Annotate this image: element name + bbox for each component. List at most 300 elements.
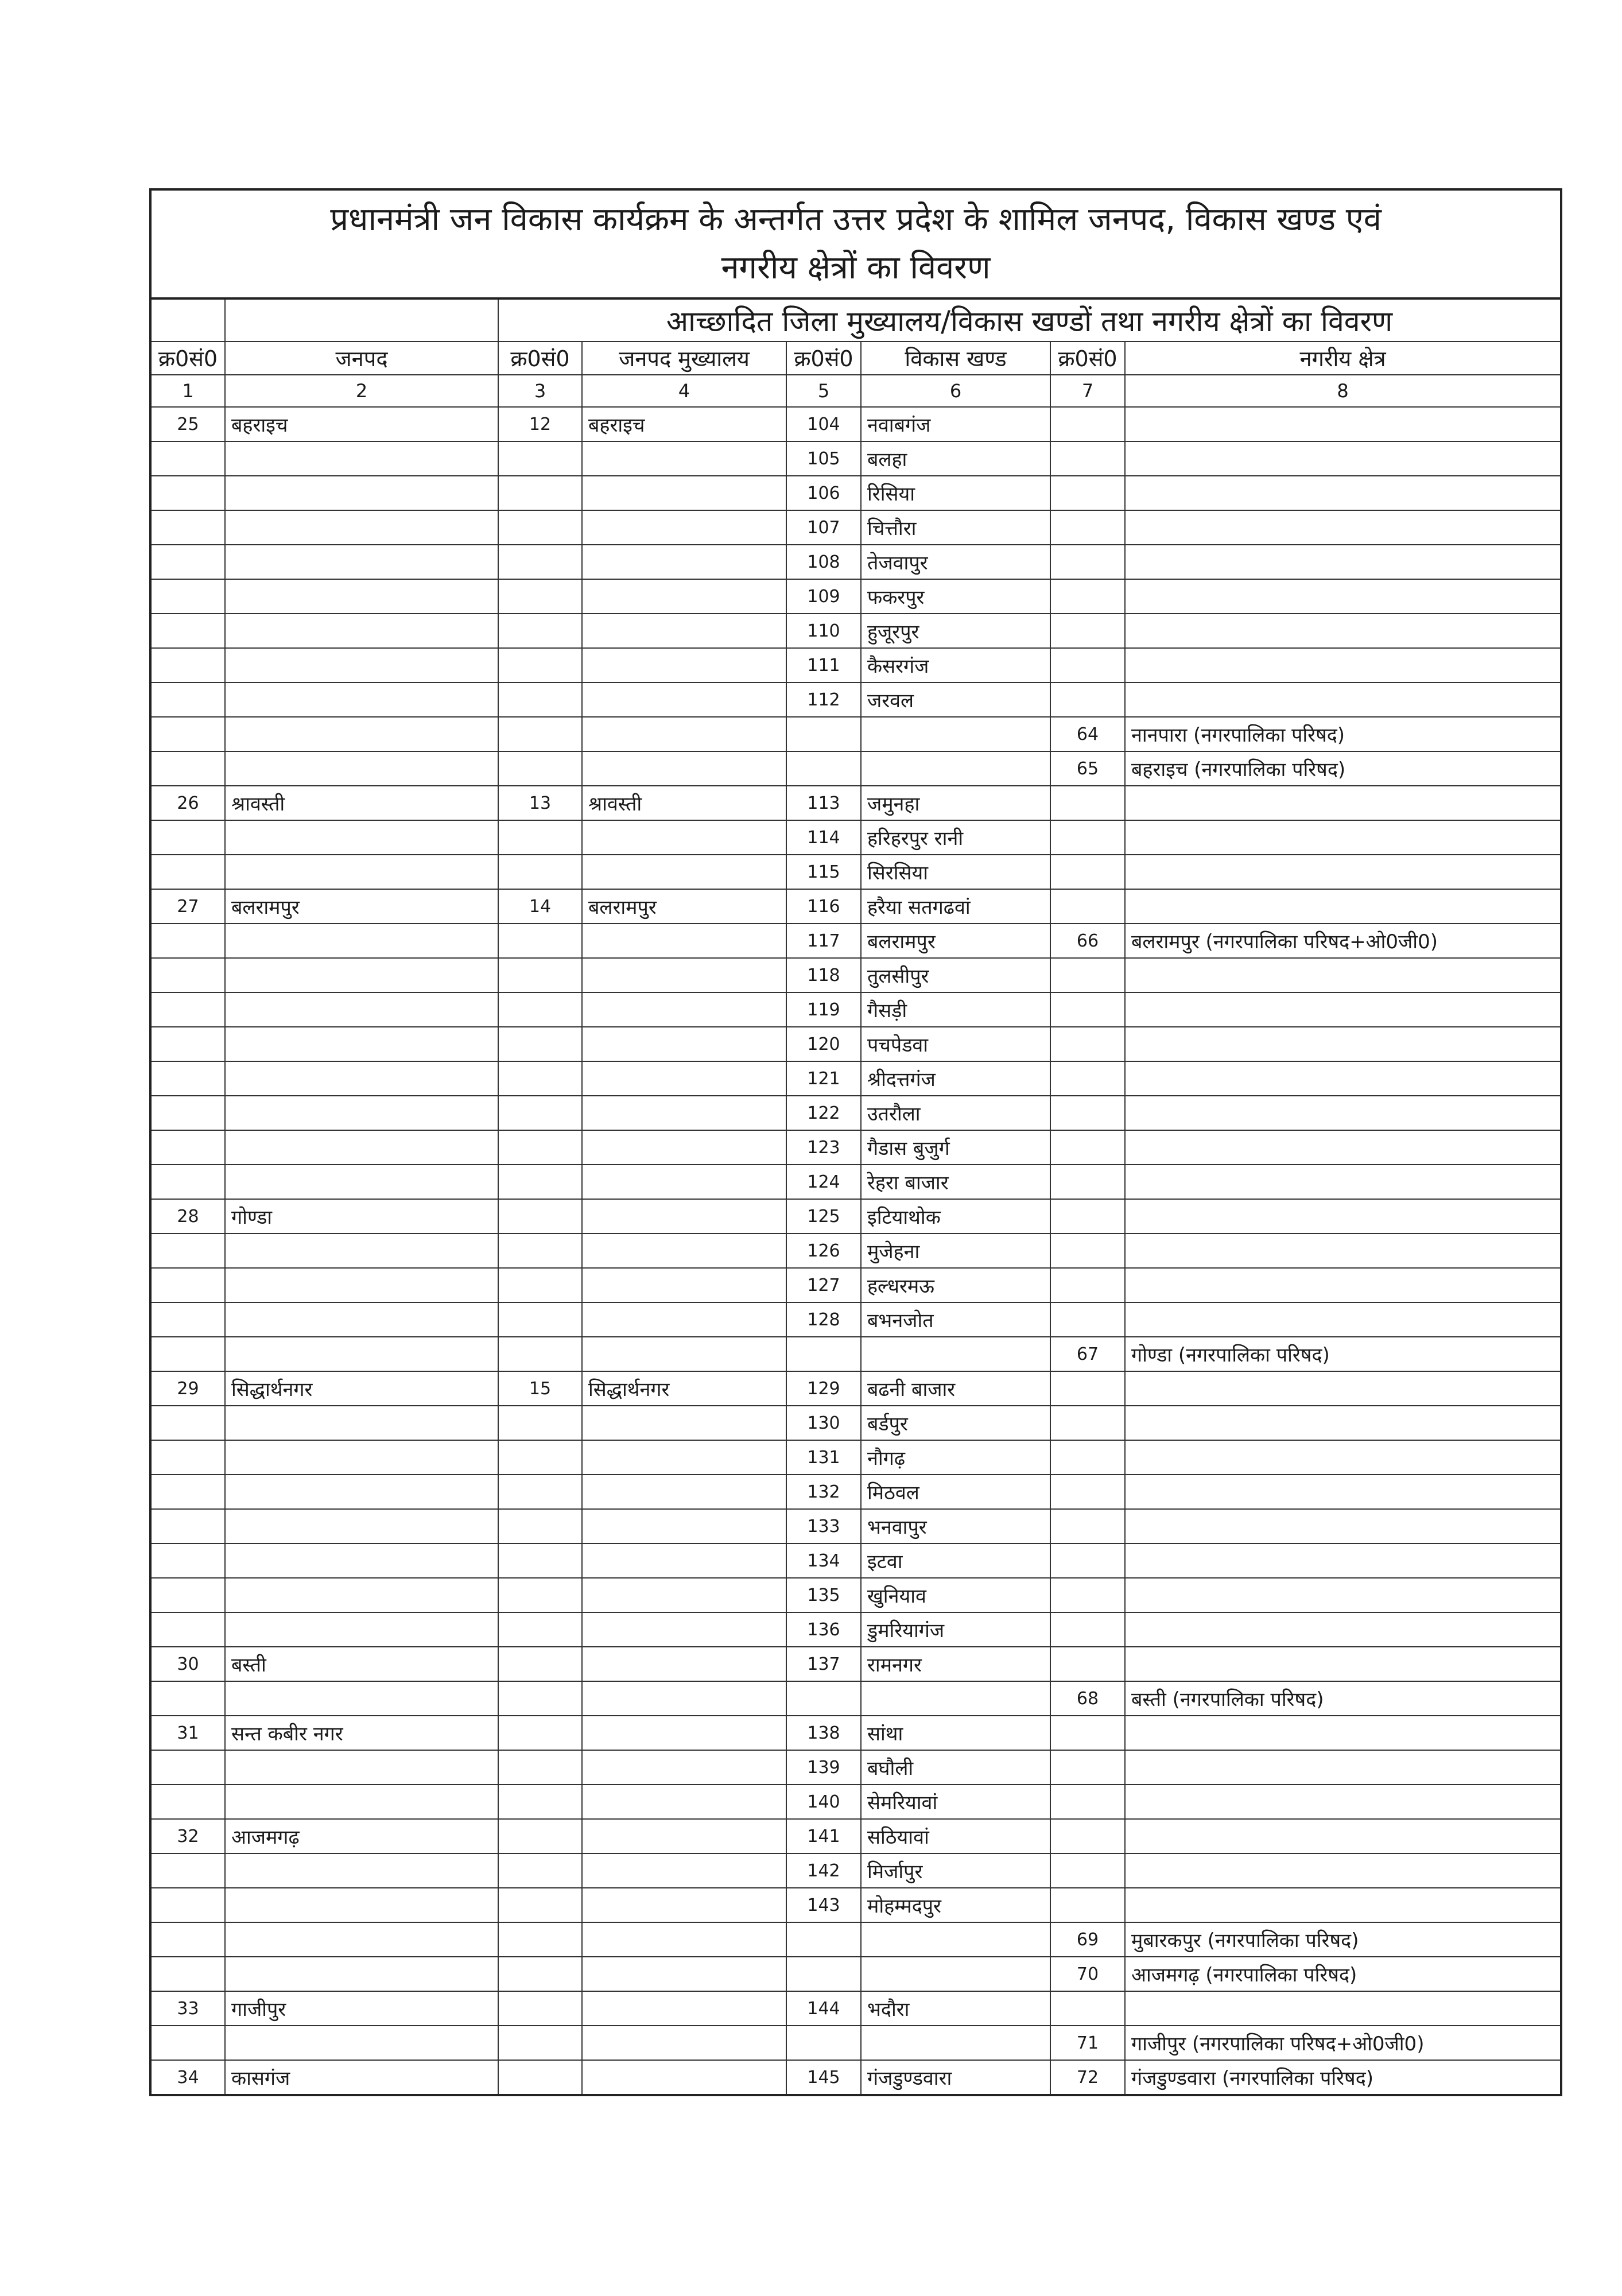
cell-district xyxy=(225,1406,498,1440)
cell-district: श्रावस्ती xyxy=(225,786,498,820)
cell-district-hq xyxy=(582,1440,786,1475)
document-title xyxy=(150,189,1561,298)
cell-urban-area xyxy=(1125,855,1561,889)
cell-serial-urban xyxy=(1050,1234,1125,1268)
cell-development-block: सेमरियावां xyxy=(861,1785,1050,1819)
cell-serial-block: 133 xyxy=(786,1509,861,1543)
cell-serial-district xyxy=(150,1234,225,1268)
table-row xyxy=(150,889,1561,924)
cell-district: कासगंज xyxy=(225,2060,498,2095)
cell-serial-block: 122 xyxy=(786,1096,861,1130)
cell-serial-hq xyxy=(498,1647,582,1681)
cell-serial-district xyxy=(150,682,225,717)
cell-urban-area xyxy=(1125,1578,1561,1612)
cell-serial-block: 139 xyxy=(786,1750,861,1785)
cell-urban-area xyxy=(1125,1027,1561,1061)
cell-serial-block: 129 xyxy=(786,1371,861,1406)
cell-serial-urban: 64 xyxy=(1050,717,1125,751)
cell-district: बलरामपुर xyxy=(225,889,498,924)
cell-serial-urban xyxy=(1050,1647,1125,1681)
cell-district-hq: सिद्धार्थनगर xyxy=(582,1371,786,1406)
cell-serial-urban xyxy=(1050,1096,1125,1130)
cell-development-block xyxy=(861,1957,1050,1991)
cell-serial-block: 142 xyxy=(786,1853,861,1888)
cell-serial-hq: 12 xyxy=(498,407,582,441)
col-header-urban-area: नगरीय क्षेत्र xyxy=(1125,342,1561,375)
cell-development-block: कैसरगंज xyxy=(861,648,1050,682)
cell-serial-district: 30 xyxy=(150,1647,225,1681)
cell-district xyxy=(225,614,498,648)
cell-district xyxy=(225,820,498,855)
cell-district xyxy=(225,1785,498,1819)
cell-district xyxy=(225,855,498,889)
cell-serial-urban xyxy=(1050,1543,1125,1578)
cell-serial-urban xyxy=(1050,1785,1125,1819)
table-row xyxy=(150,751,1561,786)
cell-serial-urban xyxy=(1050,786,1125,820)
cell-serial-district: 32 xyxy=(150,1819,225,1853)
cell-urban-area: गाजीपुर (नगरपालिका परिषद+ओ0जी0) xyxy=(1125,2026,1561,2060)
cell-urban-area: मुबारकपुर (नगरपालिका परिषद) xyxy=(1125,1922,1561,1957)
cell-urban-area xyxy=(1125,786,1561,820)
col-header-serial-urban: क्र0सं0 xyxy=(1050,342,1125,375)
cell-district: गाजीपुर xyxy=(225,1991,498,2026)
cell-urban-area xyxy=(1125,1234,1561,1268)
cell-serial-urban: 72 xyxy=(1050,2060,1125,2095)
table-row xyxy=(150,1922,1561,1957)
cell-district-hq xyxy=(582,1888,786,1922)
cell-serial-district xyxy=(150,2026,225,2060)
cell-district-hq xyxy=(582,682,786,717)
cell-serial-block: 117 xyxy=(786,924,861,958)
cell-district-hq xyxy=(582,441,786,476)
table-row xyxy=(150,1716,1561,1750)
col-number-4: 4 xyxy=(582,375,786,407)
cell-development-block: हरैया सतगढवां xyxy=(861,889,1050,924)
cell-district xyxy=(225,1750,498,1785)
table-row xyxy=(150,1819,1561,1853)
col-number-2: 2 xyxy=(225,375,498,407)
cell-urban-area xyxy=(1125,1302,1561,1337)
cell-serial-district: 33 xyxy=(150,1991,225,2026)
col-header-serial-district: क्र0सं0 xyxy=(150,342,225,375)
cell-district xyxy=(225,1440,498,1475)
cell-development-block: चित्तौरा xyxy=(861,510,1050,545)
cell-development-block: रिसिया xyxy=(861,476,1050,510)
cell-serial-urban xyxy=(1050,1888,1125,1922)
table-row xyxy=(150,682,1561,717)
cell-district-hq: बहराइच xyxy=(582,407,786,441)
cell-district-hq xyxy=(582,1165,786,1199)
cell-district-hq xyxy=(582,1234,786,1268)
cell-serial-hq xyxy=(498,1199,582,1234)
cell-district xyxy=(225,1337,498,1371)
cell-district-hq xyxy=(582,1578,786,1612)
cell-development-block: रेहरा बाजार xyxy=(861,1165,1050,1199)
col-number-7: 7 xyxy=(1050,375,1125,407)
table-row xyxy=(150,614,1561,648)
table-row xyxy=(150,1027,1561,1061)
cell-urban-area xyxy=(1125,648,1561,682)
cell-serial-district xyxy=(150,1268,225,1302)
cell-serial-district xyxy=(150,1406,225,1440)
cell-serial-urban xyxy=(1050,510,1125,545)
cell-development-block: मिठवल xyxy=(861,1475,1050,1509)
cell-development-block: पचपेडवा xyxy=(861,1027,1050,1061)
cell-serial-district xyxy=(150,717,225,751)
cell-serial-urban xyxy=(1050,1819,1125,1853)
cell-serial-hq xyxy=(498,1337,582,1371)
cell-serial-urban xyxy=(1050,441,1125,476)
cell-serial-district xyxy=(150,614,225,648)
cell-serial-hq xyxy=(498,1509,582,1543)
cell-serial-district xyxy=(150,855,225,889)
cell-serial-district xyxy=(150,441,225,476)
cell-serial-district: 27 xyxy=(150,889,225,924)
table-row xyxy=(150,545,1561,579)
cell-urban-area xyxy=(1125,614,1561,648)
col-header-serial-hq: क्र0सं0 xyxy=(498,342,582,375)
cell-district-hq xyxy=(582,614,786,648)
cell-development-block: फकरपुर xyxy=(861,579,1050,614)
table-row xyxy=(150,1543,1561,1578)
cell-serial-urban xyxy=(1050,682,1125,717)
table-row xyxy=(150,441,1561,476)
cell-serial-urban xyxy=(1050,545,1125,579)
cell-district xyxy=(225,1061,498,1096)
cell-serial-district xyxy=(150,476,225,510)
cell-development-block: गंजडुण्डवारा xyxy=(861,2060,1050,2095)
cell-serial-district xyxy=(150,1612,225,1647)
cell-serial-hq xyxy=(498,1957,582,1991)
cell-development-block xyxy=(861,717,1050,751)
cell-urban-area xyxy=(1125,545,1561,579)
cell-serial-block: 130 xyxy=(786,1406,861,1440)
cell-development-block: जरवल xyxy=(861,682,1050,717)
cell-serial-urban xyxy=(1050,889,1125,924)
cell-serial-district xyxy=(150,1578,225,1612)
cell-serial-urban xyxy=(1050,855,1125,889)
cell-development-block: बलरामपुर xyxy=(861,924,1050,958)
cell-urban-area xyxy=(1125,1406,1561,1440)
cell-district xyxy=(225,1234,498,1268)
cell-serial-hq xyxy=(498,1268,582,1302)
table-row xyxy=(150,1578,1561,1612)
table-row xyxy=(150,1853,1561,1888)
cell-district-hq xyxy=(582,2026,786,2060)
cell-serial-block: 118 xyxy=(786,958,861,992)
cell-serial-district xyxy=(150,1509,225,1543)
cell-serial-block: 140 xyxy=(786,1785,861,1819)
cell-urban-area: नानपारा (नगरपालिका परिषद) xyxy=(1125,717,1561,751)
cell-serial-district xyxy=(150,1681,225,1716)
cell-serial-block: 106 xyxy=(786,476,861,510)
cell-serial-urban xyxy=(1050,958,1125,992)
cell-urban-area xyxy=(1125,1991,1561,2026)
cell-serial-district xyxy=(150,1750,225,1785)
cell-district xyxy=(225,924,498,958)
cell-serial-hq xyxy=(498,2026,582,2060)
cell-serial-hq xyxy=(498,1888,582,1922)
cell-serial-block: 134 xyxy=(786,1543,861,1578)
cell-serial-block: 128 xyxy=(786,1302,861,1337)
cell-serial-block: 112 xyxy=(786,682,861,717)
table-row xyxy=(150,958,1561,992)
table-row xyxy=(150,510,1561,545)
document-title-line-2: नगरीय क्षेत्रों का विवरण xyxy=(721,249,991,286)
cell-serial-district xyxy=(150,820,225,855)
table-row xyxy=(150,1681,1561,1716)
cell-district-hq xyxy=(582,924,786,958)
cell-serial-hq: 14 xyxy=(498,889,582,924)
cell-serial-urban xyxy=(1050,579,1125,614)
table-row xyxy=(150,1234,1561,1268)
cell-serial-district xyxy=(150,1130,225,1165)
cell-development-block: हल्धरमऊ xyxy=(861,1268,1050,1302)
cell-district-hq xyxy=(582,510,786,545)
cell-serial-urban: 67 xyxy=(1050,1337,1125,1371)
cell-serial-urban: 66 xyxy=(1050,924,1125,958)
cell-district xyxy=(225,1681,498,1716)
cell-serial-hq xyxy=(498,579,582,614)
cell-urban-area xyxy=(1125,1888,1561,1922)
cell-serial-district xyxy=(150,1337,225,1371)
cell-serial-hq xyxy=(498,924,582,958)
cell-development-block: नवाबगंज xyxy=(861,407,1050,441)
cell-district: सन्त कबीर नगर xyxy=(225,1716,498,1750)
cell-serial-urban xyxy=(1050,1027,1125,1061)
cell-serial-district xyxy=(150,1061,225,1096)
cell-development-block: बलहा xyxy=(861,441,1050,476)
cell-development-block: गैसड़ी xyxy=(861,992,1050,1027)
cell-serial-district xyxy=(150,1922,225,1957)
cell-urban-area: बस्ती (नगरपालिका परिषद) xyxy=(1125,1681,1561,1716)
cell-serial-urban: 71 xyxy=(1050,2026,1125,2060)
table-row xyxy=(150,855,1561,889)
cell-urban-area xyxy=(1125,958,1561,992)
table-row xyxy=(150,1509,1561,1543)
cell-district xyxy=(225,1543,498,1578)
cell-serial-block xyxy=(786,2026,861,2060)
cell-district-hq xyxy=(582,1061,786,1096)
cell-serial-urban xyxy=(1050,1440,1125,1475)
cell-serial-district xyxy=(150,958,225,992)
district-details-table xyxy=(149,188,1562,2096)
cell-development-block: मोहम्मदपुर xyxy=(861,1888,1050,1922)
cell-district-hq xyxy=(582,1681,786,1716)
cell-district xyxy=(225,992,498,1027)
cell-serial-hq xyxy=(498,1819,582,1853)
cell-urban-area xyxy=(1125,820,1561,855)
cell-serial-hq xyxy=(498,1165,582,1199)
cell-urban-area xyxy=(1125,1785,1561,1819)
cell-serial-urban: 68 xyxy=(1050,1681,1125,1716)
cell-serial-block: 114 xyxy=(786,820,861,855)
table-row xyxy=(150,924,1561,958)
cell-district-hq xyxy=(582,1027,786,1061)
cell-serial-district xyxy=(150,1165,225,1199)
table-row xyxy=(150,1991,1561,2026)
cell-urban-area xyxy=(1125,407,1561,441)
col-number-6: 6 xyxy=(861,375,1050,407)
cell-serial-hq xyxy=(498,855,582,889)
cell-serial-block: 123 xyxy=(786,1130,861,1165)
cell-district-hq xyxy=(582,1647,786,1681)
cell-district xyxy=(225,1475,498,1509)
table-row xyxy=(150,579,1561,614)
cell-district-hq: श्रावस्ती xyxy=(582,786,786,820)
cell-district xyxy=(225,579,498,614)
cell-district xyxy=(225,1165,498,1199)
table-row xyxy=(150,1957,1561,1991)
cell-serial-hq xyxy=(498,820,582,855)
cell-development-block: तेजवापुर xyxy=(861,545,1050,579)
col-header-serial-block: क्र0सं0 xyxy=(786,342,861,375)
cell-serial-urban xyxy=(1050,1716,1125,1750)
cell-district-hq xyxy=(582,1785,786,1819)
cell-urban-area: गोण्डा (नगरपालिका परिषद) xyxy=(1125,1337,1561,1371)
cell-serial-hq xyxy=(498,1440,582,1475)
cell-development-block: उतरौला xyxy=(861,1096,1050,1130)
cell-urban-area xyxy=(1125,1750,1561,1785)
cell-serial-hq xyxy=(498,1543,582,1578)
table-row xyxy=(150,1785,1561,1819)
cell-serial-hq xyxy=(498,1785,582,1819)
cell-serial-district xyxy=(150,1785,225,1819)
cell-serial-district xyxy=(150,1957,225,1991)
cell-development-block: मिर्जापुर xyxy=(861,1853,1050,1888)
cell-serial-urban xyxy=(1050,1130,1125,1165)
cell-serial-hq xyxy=(498,1130,582,1165)
cell-serial-hq xyxy=(498,717,582,751)
cell-district-hq xyxy=(582,1509,786,1543)
table-row xyxy=(150,2060,1561,2095)
cell-urban-area xyxy=(1125,1716,1561,1750)
table-row xyxy=(150,1337,1561,1371)
cell-serial-urban xyxy=(1050,1750,1125,1785)
cell-serial-district: 25 xyxy=(150,407,225,441)
table-row xyxy=(150,1268,1561,1302)
cell-development-block: जमुनहा xyxy=(861,786,1050,820)
cell-serial-hq xyxy=(498,2060,582,2095)
cell-urban-area xyxy=(1125,1612,1561,1647)
cell-serial-block: 107 xyxy=(786,510,861,545)
cell-serial-hq: 15 xyxy=(498,1371,582,1406)
cell-serial-district xyxy=(150,1888,225,1922)
cell-urban-area xyxy=(1125,579,1561,614)
cell-district: बहराइच xyxy=(225,407,498,441)
table-row xyxy=(150,2026,1561,2060)
cell-urban-area xyxy=(1125,1819,1561,1853)
cell-serial-urban xyxy=(1050,1475,1125,1509)
cell-serial-urban xyxy=(1050,992,1125,1027)
cell-urban-area xyxy=(1125,1853,1561,1888)
cell-serial-hq xyxy=(498,614,582,648)
cell-district: गोण्डा xyxy=(225,1199,498,1234)
cell-serial-hq xyxy=(498,1612,582,1647)
cell-development-block: सठियावां xyxy=(861,1819,1050,1853)
table-row xyxy=(150,476,1561,510)
cell-district xyxy=(225,1888,498,1922)
blank-header-cell-2 xyxy=(225,298,498,342)
cell-district-hq xyxy=(582,1199,786,1234)
cell-serial-district xyxy=(150,1096,225,1130)
table-row xyxy=(150,1888,1561,1922)
cell-district xyxy=(225,1578,498,1612)
cell-serial-hq xyxy=(498,682,582,717)
cell-serial-block xyxy=(786,717,861,751)
cell-serial-block: 108 xyxy=(786,545,861,579)
cell-development-block: श्रीदत्तगंज xyxy=(861,1061,1050,1096)
cell-development-block: रामनगर xyxy=(861,1647,1050,1681)
cell-district-hq xyxy=(582,1096,786,1130)
cell-urban-area xyxy=(1125,1440,1561,1475)
cell-serial-district xyxy=(150,992,225,1027)
cell-serial-hq xyxy=(498,648,582,682)
table-row xyxy=(150,820,1561,855)
cell-serial-block xyxy=(786,1957,861,1991)
cell-serial-block: 138 xyxy=(786,1716,861,1750)
cell-serial-block: 104 xyxy=(786,407,861,441)
cell-district-hq xyxy=(582,1612,786,1647)
cell-serial-hq xyxy=(498,1922,582,1957)
col-number-8: 8 xyxy=(1125,375,1561,407)
cell-district xyxy=(225,682,498,717)
cell-serial-urban xyxy=(1050,1165,1125,1199)
cell-development-block: हरिहरपुर रानी xyxy=(861,820,1050,855)
document-title-line-1: प्रधानमंत्री जन विकास कार्यक्रम के अन्तर्गत उत्तर प्रदेश के शामिल जनपद, विकास खण्ड एवं xyxy=(330,201,1382,238)
cell-development-block xyxy=(861,2026,1050,2060)
cell-serial-urban xyxy=(1050,1406,1125,1440)
cell-serial-block: 137 xyxy=(786,1647,861,1681)
cell-district-hq xyxy=(582,579,786,614)
cell-serial-urban xyxy=(1050,1199,1125,1234)
cell-district xyxy=(225,1922,498,1957)
cell-urban-area xyxy=(1125,510,1561,545)
cell-district-hq xyxy=(582,1819,786,1853)
table-row xyxy=(150,1096,1561,1130)
cell-urban-area: बहराइच (नगरपालिका परिषद) xyxy=(1125,751,1561,786)
cell-serial-block: 113 xyxy=(786,786,861,820)
cell-serial-urban xyxy=(1050,1061,1125,1096)
table-row xyxy=(150,1061,1561,1096)
cell-district-hq xyxy=(582,1337,786,1371)
cell-serial-hq xyxy=(498,1853,582,1888)
cell-urban-area xyxy=(1125,476,1561,510)
cell-serial-block: 143 xyxy=(786,1888,861,1922)
cell-district xyxy=(225,510,498,545)
cell-serial-hq xyxy=(498,1991,582,2026)
table-row xyxy=(150,1165,1561,1199)
cell-district-hq xyxy=(582,1991,786,2026)
cell-urban-area xyxy=(1125,1371,1561,1406)
cell-development-block: तुलसीपुर xyxy=(861,958,1050,992)
cell-serial-urban: 69 xyxy=(1050,1922,1125,1957)
table-row xyxy=(150,786,1561,820)
cell-serial-block xyxy=(786,1681,861,1716)
cell-district xyxy=(225,1957,498,1991)
col-number-1: 1 xyxy=(150,375,225,407)
cell-serial-urban xyxy=(1050,614,1125,648)
cell-serial-district: 28 xyxy=(150,1199,225,1234)
cell-serial-district xyxy=(150,1440,225,1475)
cell-urban-area xyxy=(1125,1061,1561,1096)
cell-urban-area xyxy=(1125,682,1561,717)
cell-serial-hq xyxy=(498,510,582,545)
cell-development-block: बढनी बाजार xyxy=(861,1371,1050,1406)
cell-district: आजमगढ़ xyxy=(225,1819,498,1853)
cell-serial-district xyxy=(150,1853,225,1888)
